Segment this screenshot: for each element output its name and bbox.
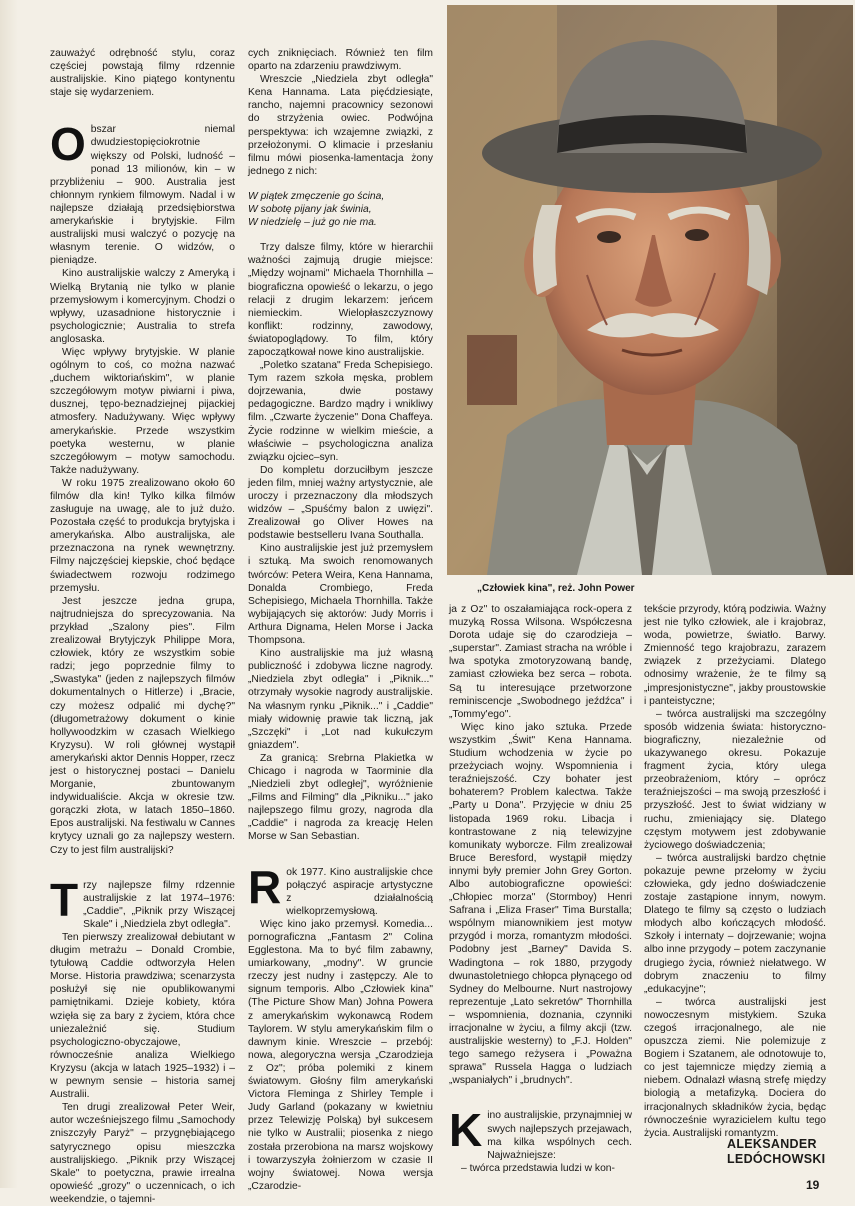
paragraph: „Poletko szatana" Freda Schepisiego. Tym razem szkoła męska, problem dojrzewania, dwie postawy pedagogiczne. Bardzo mądry i wnikliwy film. „Czwarte życzenie" Dona Chaffeya. Życie rodzinne w wielkim mieście, a właściwie – psychologiczna analiza związku ojciec–syn.	[248, 360, 433, 463]
column-2	[248, 47, 433, 1192]
dropcap-letter: O	[50, 118, 86, 171]
song-lyrics	[248, 190, 433, 229]
paragraph: Więc kino jako przemysł. Komedia... pornograficzna „Fantasm 2" Colina Egglestona. Ma to być film zabawny, umiarkowany, „modny". W gruncie rzeczy jest nudny i zastępczy. Ale to signum temporis. Albo „Człowiek kina" (The Picture Show Man) Johna Powera z amerykańskim wykonawcą Rodem Taylorem. W stylu amerykańskim film o dawnym kinie. Wreszcie – przebój: nowa, alegoryczna wersja „Czarodzieja z Oz"; próba polemiki z kinem światowym. Głośny film amerykański Victora Fleminga z Shirley Temple i Judy Garland (pokazany w kwietniu przez Telewizję Polską) był sukcesem nie tylko w Australii; piosenka z niego została przerobiona na marsz wojskowy i towarzyszyła żołnierzom w czasie II wojny światowej. Nowa wersja „Czarodzie-	[248, 918, 433, 1192]
paragraph: Jest jeszcze jedna grupa, najtrudniejsza do sprecyzowania. Na przykład „Szalony pies". Film zrealizował Brytyjczyk Philippe Mora, człowiek, który ze wszystkim sobie radzi; jego poprzednie filmy to „Swastyka" (jeden z najlepszych filmów dokumentalnych o Hitlerze) i „Bracie, czy możesz odpalić mi dychę?" (długometrażowy dokument o kinie hollywoodzkim w czasach Wielkiego Kryzysu). W roli głównej wystąpił amerykański aktor Dennis Hopper, rzecz jest o historycznej postaci – Danielu Morganie, zbuntowanym indywidualiście. Akcja w okresie tzw. gorączki złota, w latach 1850–1860. Epos australijski. Na festiwalu w Cannes krytycy uznali go za najlepszy western. Czy to jest film australijski?	[50, 595, 235, 856]
section-4	[449, 1104, 632, 1174]
paragraph: cych zniknięciach. Również ten film oparto na zdarzeniu prawdziwym.	[248, 48, 433, 73]
paragraph: Do kompletu dorzuciłbym jeszcze jeden film, mniej ważny artystycznie, ale uroczy i przeznaczony dla młodszych widzów – „Spuśćmy balon z uwięzi". Zrealizował go Oliver Howes na podstawie bestselleru Ivana Southalla.	[248, 464, 433, 542]
paragraph: – twórca australijski bardzo chętnie pokazuje pewne przełomy w życiu człowieka, gdy jedno doświadczenie zostaje zastąpione innym, nowym. Dlatego te filmy są często o ludziach młodych albo kończących młodość. Szkoły i internaty – dojrzewanie; wojna albo inne przygody – potem zaczynanie drugiego życia, również niełatwego. W dobrym znaczeniu to filmy „edukacyjne";	[644, 852, 826, 995]
section-2	[50, 873, 235, 1206]
paragraph: bszar niemal dwudziestopięciokrotnie większy od Polski, ludność – ponad 13 milionów, kin – w przybliżeniu – 900. Australia jest chłonnym rynkiem filmowym. Nadal i w najlepsze działają przedsiębiorstwa amerykańskie i brytyjskie. Film australijski musi walczyć o pozycję na własnym terenie. O widzów, o pieniądze.	[50, 124, 235, 267]
paragraph: Więc wpływy brytyjskie. W planie ogólnym to coś, co można nazwać „duchem wiktoriańskim", w planie szczegółowym motyw piwiarni i piwa, dusznej, tępo-beznadziejnej pijackiej atmosfery. Nadużywany. Więc wpływy amerykańskie. Przede wszystkim poetyka westernu, w planie szczegółowym – motyw samochodu. Także nadużywany.	[50, 346, 235, 476]
paragraph: ok 1977. Kino australijskie chce połączyć aspiracje artystyczne z działalnością wielkoprzemysłową.	[286, 866, 433, 917]
column-1	[50, 47, 235, 1205]
paragraph: Trzy dalsze filmy, które w hierarchii ważności zajmują drugie miejsce: „Między wojnami" Michaela Thornhilla – biograficzna opowieść o lekarzu, o jego relacji z drugim lekarzem: jeńcem niemieckim. Wielopłaszczyznowy konflikt: rodzinny, zawodowy, światopoglądowy. To film, który zapoczątkował nowe kino australijskie.	[248, 242, 433, 358]
author-first-name: ALEKSANDER	[727, 1137, 817, 1151]
photo-caption: „Człowiek kina", reż. John Power	[477, 583, 635, 594]
dropcap-letter: K	[449, 1104, 483, 1157]
author-byline	[727, 1137, 825, 1167]
section-3	[248, 860, 433, 1193]
paragraph: W roku 1975 zrealizowano około 60 filmów dla kin! Tylko kilka filmów zasługuje na uwagę, ale to już dużo. Pozostała część to produkcja brytyjska i amerykańska. Albo australijska, ale przeznaczona na rynek wewnętrzny. Filmy najczęściej kiepskie, choć będące świadectwem rozwoju rodzimego przemysłu.	[50, 477, 235, 594]
paragraph: Ten drugi zrealizował Peter Weir, autor wcześniejszego filmu „Samochody zniszczyły Paryż" – przygnębiającego satyrycznego opisu mieszczka australijskiego. „Piknik przy Wiszącej Skale" to poetyczna, prawie irrealna opowieść „grozy" o uczennicach, o ich weekendzie, o tajemni-	[50, 1102, 235, 1205]
paragraph: – twórca australijski ma szczególny sposób widzenia świata: historyczno-biograficzny, niezależnie od ukazywanego okresu. Pokazuje fragment życia, który ulega przeobrażeniom, który – oprócz teraźniejszości – ma swoją przeszłość i przyszłość. Jest to świat widziany w ruchu, zmieniający się. Dlatego częstym motywem jest zdobywanie życiowego doświadczenia;	[644, 708, 826, 851]
page-gutter	[0, 0, 18, 1188]
paragraph: Kino australijskie jest już przemysłem i sztuką. Ma swoich renomowanych twórców: Petera Weira, Kena Hannama, Donalda Crombiego, Freda Schepisiego, Michaela Thornhilla. Także wybijających się aktorów: Judy Morris i Arthura Dignama, Helen Morse i Jacka Thompsona.	[248, 543, 433, 647]
paragraph: Więc kino jako sztuka. Przede wszystkim „Świt" Kena Hannama. Studium wchodzenia w życie po przeżyciach wojny. Wspomnienia i teraźniejszość. Czy bohater jest bohaterem? Problem kalectwa. Także „Party u Dona". Przyjęcie w dniu 25 listopada 1969 roku. Libacja i kontrastowane z nią telewizyjne komunikaty wyborcze. Film zrealizował Bruce Beresford, wystąpił między innymi były premier John Grey Gorton. Albo autobiograficzne opowieści: „Chłopiec morza" (Stormboy) Henri Safrana i „Eliza Fraser" Tima Burstalla; wspólnym mianownikiem jest motyw przygód i morza, romantyzm młodości. Podobny jest „Barney" Davida S. Wadingtona – rok 1880, przygody dwunastoletniego chłopca płynącego od Sydney do Melbourne. Nurt nastrojowy reprezentuje „Lato sekretów" Thornhilla – wspomnienia, doznania, czynniki irracjonalne w życiu, a filmy akcji (tzw. australijskie westerny) to „F.J. Holden" tego samego reżysera i „Poważna sprawa" Russela Hagga o ludziach „wspaniałych" i „brudnych".	[449, 721, 632, 1087]
dropcap-letter: R	[248, 860, 282, 913]
paragraph: tekście przyrody, którą podziwia. Ważny jest nie tylko człowiek, ale i krajobraz, woda, powietrze, światło. Barwy. Zmienność tego krajobrazu, zarazem związek z przeżyciami. Dlatego odnosimy wrażenie, że te filmy są „impresjonistyczne", jakby proustowskie i panteistyczne;	[644, 604, 826, 707]
film-still-photo	[447, 5, 853, 575]
paragraph: Kino australijskie walczy z Ameryką i Wielką Brytanią nie tylko w planie przemysłowym i komercyjnym. Chodzi o wpływy, uzasadnione historycznie i psychologicznie; Australia to strefa anglosaska.	[50, 268, 235, 345]
paragraph: zauważyć odrębność stylu, coraz częściej powstają filmy rdzennie australijskie. Kino piątego kontynentu staje się wydarzeniem.	[50, 48, 235, 99]
paragraph: ino australijskie, przynajmniej w swych najlepszych przejawach, ma kilka wspólnych cech. Najważniejsze:	[487, 1110, 632, 1161]
lyric-line: W piątek zmęczenie go ścina,	[248, 190, 385, 202]
lyric-line: W sobotę pijany jak świnia,	[248, 204, 372, 216]
page-number: 19	[806, 1178, 820, 1192]
paragraph: Kino australijskie ma już własną publiczność i zdobywa liczne nagrody. „Niedziela zbyt odległa" i „Piknik..." otrzymały wysokie nagrody australijskie. Na własnym rynku „Piknik..." i „Caddie" miały widownię prawie tak liczną, jak „Szczęki" i „Lot nad kukułczym gniazdem".	[248, 648, 433, 751]
paragraph: – twórca australijski jest nowoczesnym mistykiem. Szuka czegoś irracjonalnego, ale nie opuszcza ziemi. Nie polemizuje z Bogiem i Szatanem, ale odnotowuje to, co jest tajemnicze między ziemią a niebem. Odnalazł własną strefę między biologią a metafizyką. Dociera do irracjonalnych składników życia, będąc równocześnie wyrazicielem kultu tego życia. Australijski romantyzm.	[644, 996, 826, 1139]
section-1	[50, 118, 235, 856]
paragraph: ja z Oz" to oszałamiająca rock-opera z muzyką Rossa Wilsona. Współczesna Dorota udaje się do czarodzieja – „superstar". Zamiast stracha na wróble i lwa spotyka zmotoryzowaną bandę, zamiast człowieka bez serca – robota. Są tu interesujące przetworzone reminiscencje „Swobodnego jeźdźca" i „Tommy'ego".	[449, 604, 632, 720]
dropcap-letter: T	[50, 873, 79, 926]
paragraph: Wreszcie „Niedziela zbyt odległa" Kena Hannama. Lata pięćdziesiąte, rancho, najemni pracownicy sezonowi do strzyżenia owiec. Podwójna perspektywa: ich wzajemne związki, z przełożonymi. O klimacie i przesłaniu filmu mówi piosenka-lamentacja żony jednego z nich:	[248, 74, 433, 177]
column-4	[644, 603, 826, 1139]
column-3	[449, 603, 632, 1183]
author-last-name: LEDÓCHOWSKI	[727, 1152, 826, 1166]
paragraph: Za granicą: Srebrna Plakietka w Chicago i nagroda w Taorminie dla „Niedzieli zbyt odległej", wyróżnienie „Films and Filming" dla „Pikniku..." jako najlepszego filmu grozy, nagroda dla „Caddie" i nagroda za kreację Helen Morse w San Sebastian.	[248, 752, 433, 843]
paragraph: – twórca przedstawia ludzi w kon-	[461, 1162, 615, 1174]
paragraph: Ten pierwszy zrealizował debiutant w długim metrażu – Donald Crombie, tytułową Caddie odtworzyła Helen Morse. Historia prawdziwa; scenarzysta posłużył się nie opublikowanymi pamiętnikami. Dzieje kobiety, która wzięła się za bary z życiem, która chce uniezależnić się. Studium psychologiczno-obyczajowe, równocześnie analiza Wielkiego Kryzysu (akcja w latach 1925–1932) i – w pewnym sensie – historia samej Australii.	[50, 932, 235, 1101]
paragraph: rzy najlepsze filmy rdzennie australijskie z lat 1974–1976: „Caddie", „Piknik przy Wiszącej Skale" i „Niedziela zbyt odległa".	[83, 879, 235, 930]
lyric-line: W niedzielę – już go nie ma.	[248, 217, 377, 229]
